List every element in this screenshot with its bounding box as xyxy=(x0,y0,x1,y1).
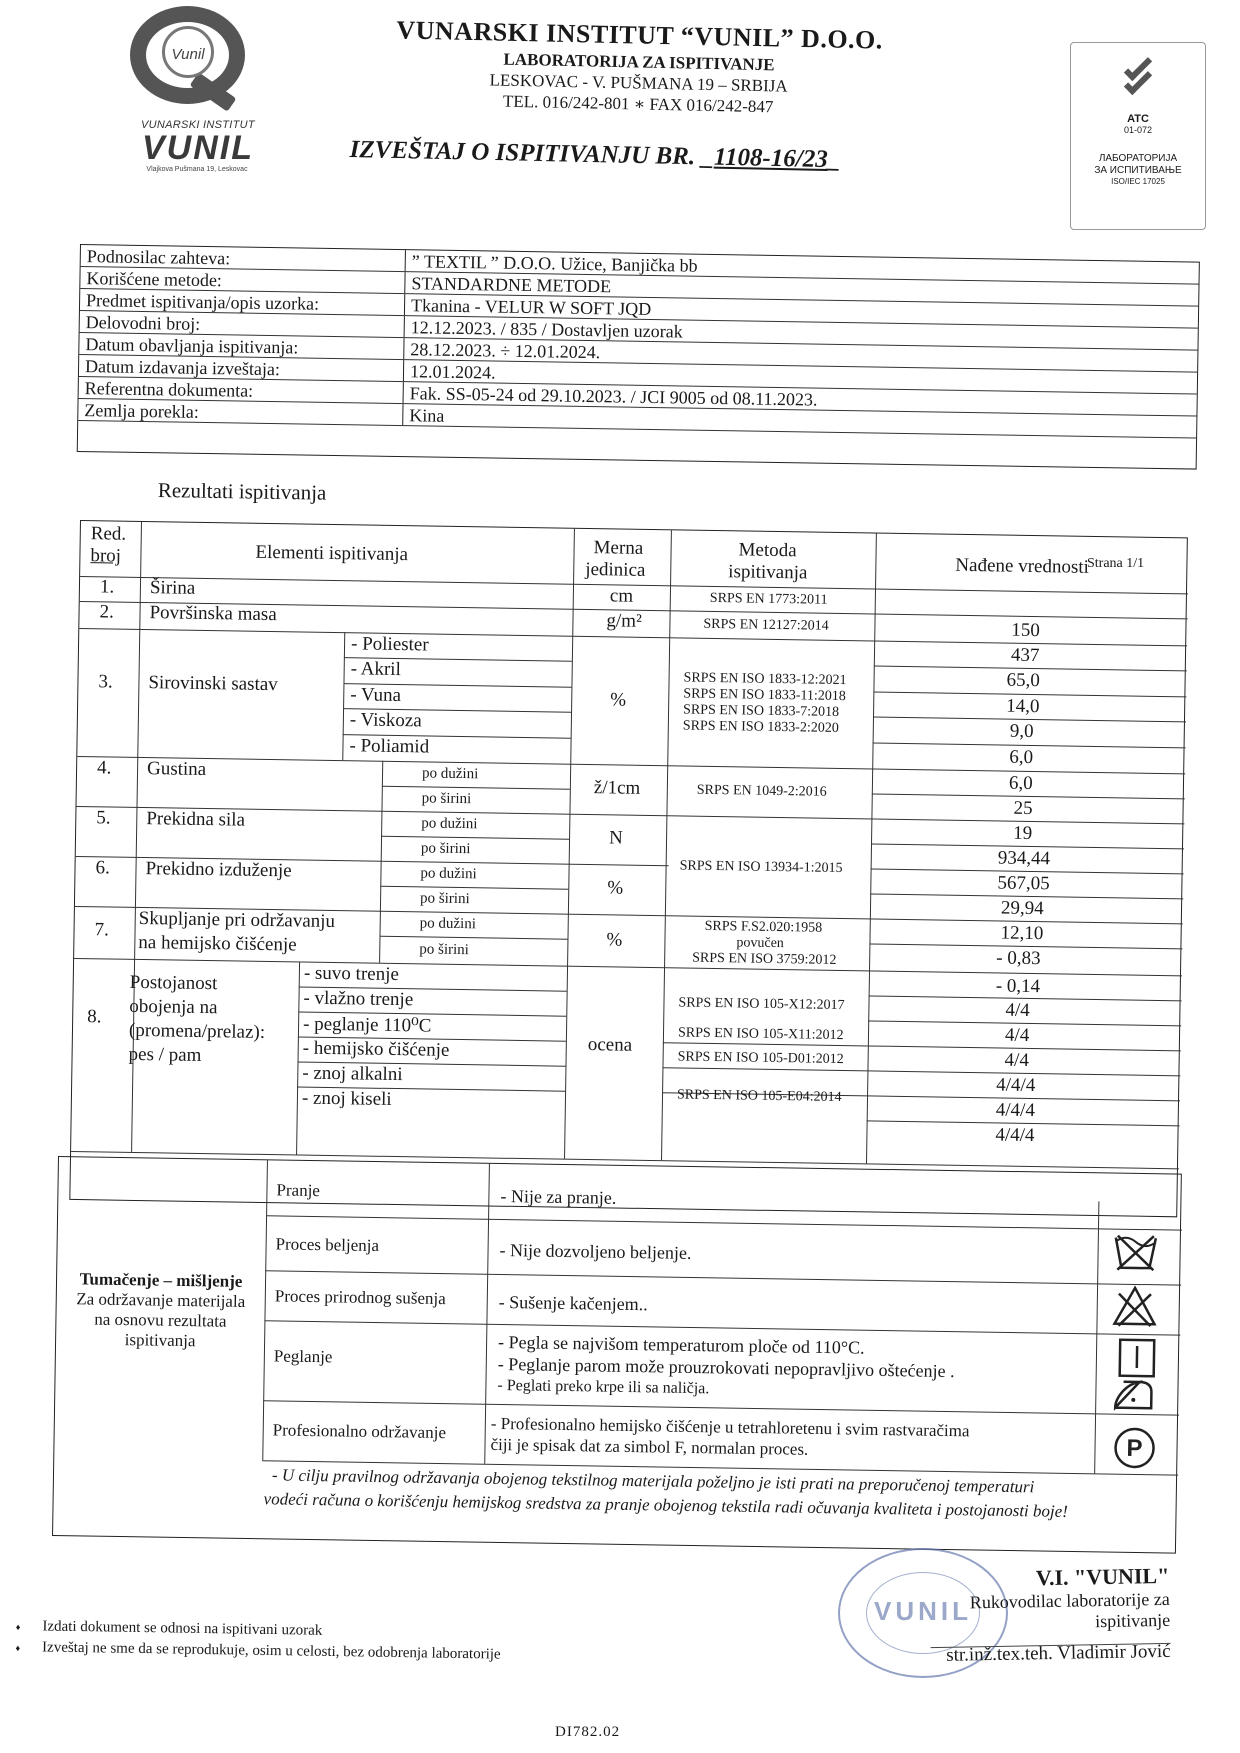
row8-name-line: (promena/prelaz): xyxy=(128,1019,266,1043)
care-value-ironing: - Peglati preko krpe ili sa naličja. xyxy=(497,1376,710,1398)
care-note-line2: vodeći računa o korišćenju hemijskog sredstva za pranje obojenog tekstila radi očuvanja kvaliteta i postojanosti boje! xyxy=(263,1489,1069,1521)
atc-lab-line1: ЛАБОРАТОРИЈА xyxy=(1098,153,1178,164)
header-unit-line2: jedinica xyxy=(585,558,646,581)
results-heading: Rezultati ispitivanja xyxy=(157,478,327,505)
row4-dir-len: po dužini xyxy=(421,765,479,783)
row1-no: 1. xyxy=(99,576,115,598)
row8-method: SRPS EN ISO 105-E04:2014 xyxy=(676,1087,842,1106)
care-value-ironing: - Pegla se najvišom temperaturom ploče od 110°C. xyxy=(497,1331,865,1358)
result-value: 6,0 xyxy=(1008,772,1033,794)
row8-unit: ocena xyxy=(587,1034,633,1056)
row7-method-line1: SRPS F.S2.020:1958 xyxy=(704,918,823,936)
row3-sub: - Poliester xyxy=(350,633,429,656)
care-key-ironing: Peglanje xyxy=(273,1346,333,1367)
results-table xyxy=(69,520,1188,1217)
logo-mark-text: Vunil xyxy=(162,26,214,78)
row7-no: 7. xyxy=(94,919,109,941)
header-values: Nađene vrednosti xyxy=(955,554,1090,578)
info-row: Datum izdavanja izveštaja: 12.01.2024. xyxy=(79,355,1197,395)
info-row: Korišćene metode: STANDARDNE METODE xyxy=(80,267,1198,307)
result-value: - 0,14 xyxy=(995,975,1041,998)
row8-sub: - peglanje 110⁰C xyxy=(302,1013,432,1037)
lab-address: LESKOVAC - V. PUŠMANA 19 – SRBIJA xyxy=(489,70,788,96)
result-value: 6,0 xyxy=(1009,746,1034,768)
row6-dir-wid: po širini xyxy=(419,890,470,908)
row5-dir-wid: po širini xyxy=(420,840,471,858)
institute-name: VUNARSKI INSTITUT “VUNIL” D.O.O. xyxy=(396,15,884,55)
care-key-drying: Proces prirodnog sušenja xyxy=(274,1286,446,1309)
row4-unit: ž/1cm xyxy=(593,777,641,799)
stamp-text: VUNIL xyxy=(874,1596,972,1626)
p-symbol-letter: P xyxy=(1126,1434,1143,1463)
info-row: Zemlja porekla: Kina xyxy=(78,399,1196,439)
letterhead xyxy=(328,14,950,121)
row8-name-line: obojenja na xyxy=(129,995,218,1019)
atc-code: ATC xyxy=(1127,113,1149,125)
row2-no: 2. xyxy=(99,601,114,623)
row8-method: SRPS EN ISO 105-D01:2012 xyxy=(677,1049,844,1068)
atc-check-icon xyxy=(1118,57,1158,107)
header-unit-line1: Merna xyxy=(593,537,644,559)
result-value: 65,0 xyxy=(1006,669,1041,692)
report-number: 1108-16/23 xyxy=(713,143,829,174)
care-value-professional: čiji je spisak dat za simbol F, normalan proces. xyxy=(490,1434,809,1459)
logo-brand-name: VUNIL xyxy=(142,129,254,167)
report-title: IZVEŠTAJ O ISPITIVANJU BR. _1108-16/23_ xyxy=(349,136,841,174)
row4-dir-wid: po širini xyxy=(421,790,472,808)
document-code: DI782.02 xyxy=(555,1724,621,1740)
row8-no: 8. xyxy=(87,1006,102,1028)
signature-role: Rukovodilac laboratorije za ispitivanje xyxy=(969,1588,1171,1632)
result-value: 14,0 xyxy=(1006,695,1040,718)
header-no-line2: broj xyxy=(90,545,122,567)
care-key-professional: Profesionalno održavanje xyxy=(272,1420,447,1443)
result-value: 4/4/4 xyxy=(996,1074,1036,1097)
row8-name-line: pes / pam xyxy=(128,1043,202,1066)
lab-phone: TEL. 016/242-801 ∗ FAX 016/242-847 xyxy=(502,91,774,117)
row6-unit: % xyxy=(607,877,624,899)
result-value: 4/4/4 xyxy=(995,1124,1035,1147)
interpretation-title: Tumačenje – mišljenje xyxy=(79,1269,243,1291)
result-value: 25 xyxy=(1013,797,1033,819)
result-value: 29,94 xyxy=(1000,897,1044,920)
request-info-table xyxy=(77,244,1200,470)
info-row: Delovodni broj: 12.12.2023. / 835 / Dostavljen uzorak xyxy=(80,311,1198,351)
row6-dir-len: po dužini xyxy=(420,865,477,883)
result-value: 19 xyxy=(1013,822,1033,844)
iron-icon xyxy=(1109,1372,1158,1417)
result-value: - 0,83 xyxy=(996,947,1041,970)
row6-name: Prekidno izduženje xyxy=(145,858,292,882)
care-value-washing: - Nije za pranje. xyxy=(500,1185,617,1208)
row3-sub: - Poliamid xyxy=(349,735,430,758)
row7-unit: % xyxy=(606,929,623,951)
care-value-bleach: - Nije dozvoljeno beljenje. xyxy=(499,1239,692,1263)
row8-sub: - suvo trenje xyxy=(303,962,400,986)
row7-name-line2: na hemijsko čišćenje xyxy=(138,931,297,956)
interpretation-label: Tumačenje – mišljenje Za održavanje materijala na osnovu rezultata ispitivanja xyxy=(76,1269,246,1351)
row2-method: SRPS EN 12127:2014 xyxy=(703,616,829,634)
result-value: 437 xyxy=(1010,644,1040,667)
row7-name-line1: Skupljanje pri održavanju xyxy=(138,907,336,933)
care-value-professional: - Profesionalno hemijsko čišćenje u tetrahloretenu i svim rastvaračima xyxy=(490,1413,970,1441)
header-method-line2: ispitivanja xyxy=(728,561,808,584)
lab-name: LABORATORIJA ZA ISPITIVANJE xyxy=(503,49,775,75)
row7-method-line2: povučen xyxy=(736,935,784,952)
result-value: 12,10 xyxy=(1000,922,1044,945)
result-value: 9,0 xyxy=(1009,720,1034,743)
row8-sub: - hemijsko čišćenje xyxy=(302,1037,450,1061)
row3-method: SRPS EN ISO 1833-7:2018 xyxy=(682,702,840,720)
row8-name-line: Postojanost xyxy=(129,971,218,995)
result-value: 4/4 xyxy=(1005,999,1030,1021)
care-key-bleach: Proces beljenja xyxy=(275,1234,380,1256)
care-value-drying: - Sušenje kačenjem.. xyxy=(498,1291,648,1315)
result-value: 4/4 xyxy=(1004,1024,1030,1046)
signature-org: V.I. "VUNIL" xyxy=(1035,1562,1170,1591)
row2-unit: g/m² xyxy=(606,610,642,632)
result-value: 567,05 xyxy=(997,872,1050,895)
row56-method: SRPS EN ISO 13934-1:2015 xyxy=(679,858,843,877)
row8-method: SRPS EN ISO 105-X12:2017 xyxy=(678,995,845,1014)
row3-sub: - Akril xyxy=(350,658,401,681)
footer-notes xyxy=(15,1616,501,1666)
accreditation-badge xyxy=(1070,42,1206,230)
header-elements: Elementi ispitivanja xyxy=(255,541,409,566)
row4-no: 4. xyxy=(96,757,112,779)
row8-method: SRPS EN ISO 105-X11:2012 xyxy=(677,1025,844,1044)
row3-sub: - Vuna xyxy=(350,684,402,707)
row5-unit: N xyxy=(608,827,623,849)
report-title-text: IZVEŠTAJ O ISPITIVANJU BR. xyxy=(349,136,696,171)
row8-sub: - znoj alkalni xyxy=(302,1062,403,1086)
atc-number: 01-072 xyxy=(1123,125,1153,135)
row1-name: Širina xyxy=(149,577,196,599)
row5-no: 5. xyxy=(96,807,111,829)
care-note-line1: - U cilju pravilnog održavanja obojenog tekstilnog materijala poželjno je isti prati na preporučenoj temperaturi xyxy=(271,1465,1035,1497)
care-key-washing: Pranje xyxy=(276,1180,321,1201)
row3-method: SRPS EN ISO 1833-2:2020 xyxy=(682,718,839,736)
company-logo xyxy=(112,6,262,171)
signature-name: str.inž.tex.teh. Vladimir Jović xyxy=(946,1640,1171,1666)
result-value: 4/4 xyxy=(1004,1049,1030,1071)
no-wash-icon xyxy=(1111,1230,1160,1275)
row3-method: SRPS EN ISO 1833-11:2018 xyxy=(683,686,846,705)
atc-lab-line2: ЗА ИСПИТИВАЊЕ xyxy=(1094,165,1182,176)
row2-name: Površinska masa xyxy=(149,602,277,626)
row6-no: 6. xyxy=(95,857,110,879)
row3-sub: - Viskoza xyxy=(349,709,422,732)
no-bleach-icon xyxy=(1110,1284,1159,1329)
info-row: Referentna dokumenta: Fak. SS-05-24 od 29.10.2023. / JCI 9005 od 08.11.2023. xyxy=(79,377,1197,417)
footer-note: ♦ Izveštaj ne sme da se reprodukuje, osim u celosti, bez odobrenja laboratorije xyxy=(15,1637,500,1666)
professional-care-p-icon xyxy=(1110,1426,1159,1471)
row5-dir-len: po dužini xyxy=(421,815,478,833)
row4-method: SRPS EN 1049-2:2016 xyxy=(696,782,827,800)
result-value: 4/4/4 xyxy=(995,1099,1036,1122)
header-method-line1: Metoda xyxy=(738,539,797,562)
info-row: Podnosilac zahteva: ” TEXTIL ” D.O.O. Užice, Banjička bb xyxy=(81,245,1199,285)
care-interpretation-box xyxy=(52,1156,1182,1554)
logo-brand-address: Vlajkova Pušmana 19, Leskovac xyxy=(146,166,248,173)
info-row: Predmet ispitivanja/opis uzorka: Tkanina - VELUR W SOFT JQD xyxy=(80,289,1198,329)
row3-no: 3. xyxy=(98,671,113,693)
atc-iso: ISO/IEC 17025 xyxy=(1111,177,1165,186)
row7-method-line3: SRPS EN ISO 3759:2012 xyxy=(692,950,837,968)
row8-sub: - vlažno trenje xyxy=(303,987,414,1011)
row1-method: SRPS EN 1773:2011 xyxy=(709,590,828,608)
info-row: Datum obavljanja ispitivanja: 28.12.2023. ÷ 12.01.2024. xyxy=(79,333,1197,373)
result-value: 934,44 xyxy=(997,847,1051,870)
care-value-ironing: - Peglanje parom može prouzrokovati nepopravljivo oštećenje . xyxy=(497,1353,955,1382)
row4-name: Gustina xyxy=(146,758,207,781)
row7-dir-wid: po širini xyxy=(419,941,470,959)
result-value: 150 xyxy=(1011,619,1041,642)
header-no-line1: Red. xyxy=(90,523,127,545)
row3-name: Sirovinski sastav xyxy=(148,672,278,696)
row7-dir-len: po dužini xyxy=(419,915,477,933)
row5-name: Prekidna sila xyxy=(146,808,246,831)
signature-block xyxy=(929,1563,1171,1667)
row1-unit: cm xyxy=(609,585,634,607)
footer-note: ♦ Izdati dokument se odnosi na ispitivani uzorak xyxy=(16,1616,501,1645)
page-label: Strana 1/1 xyxy=(1087,556,1145,571)
row8-sub: - znoj kiseli xyxy=(301,1087,392,1110)
logo-brand-top: VUNARSKI INSTITUT xyxy=(141,119,255,131)
row3-method: SRPS EN ISO 1833-12:2021 xyxy=(683,670,847,689)
row3-unit: % xyxy=(610,689,627,711)
